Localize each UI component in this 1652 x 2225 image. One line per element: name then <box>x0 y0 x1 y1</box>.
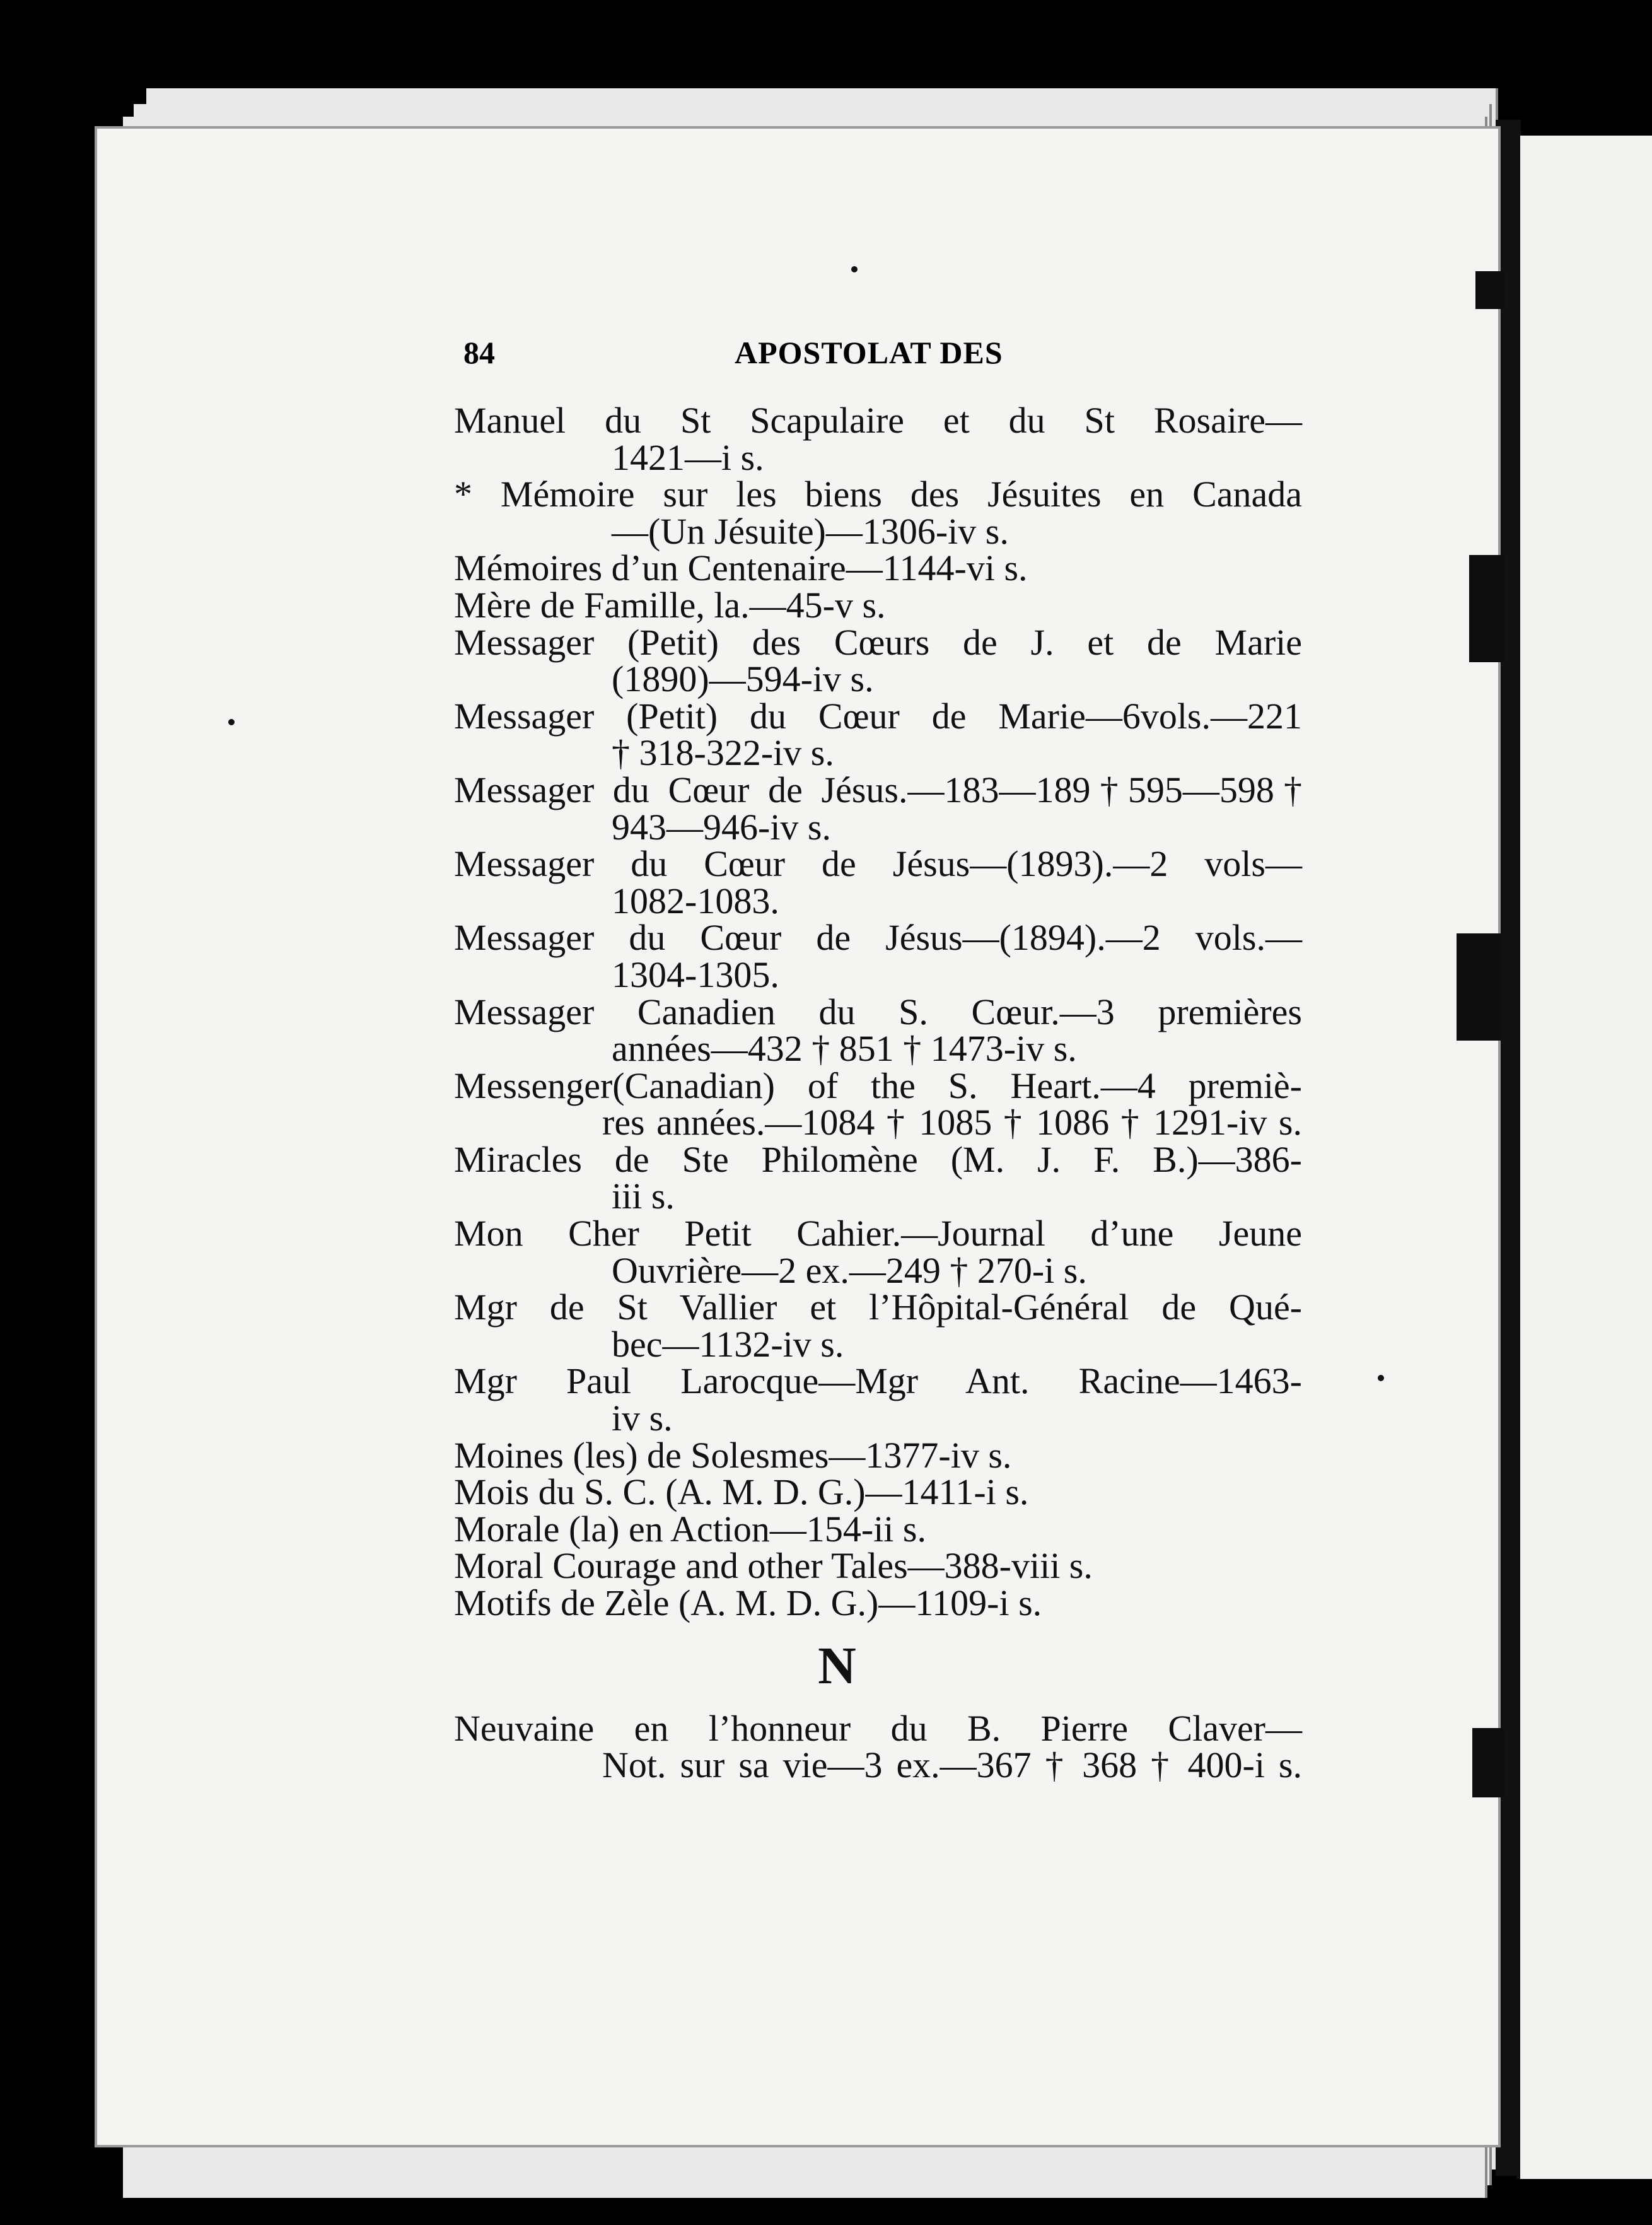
section-letter: N <box>818 1636 856 1695</box>
entry-title: Miracles de Ste Philomène (M. J. F. B.)—386- <box>454 1138 1302 1180</box>
page-header <box>463 334 1308 385</box>
entry-title: Mère de Famille, la.—45-v s. <box>454 584 886 626</box>
entry-title: Moines (les) de Solesmes—1377-iv s. <box>454 1434 1012 1476</box>
entry-continuation: † 318-322-iv s. <box>612 732 834 774</box>
entry-title: Messenger(Canadian) of the S. Heart.—4 premiè- <box>454 1065 1302 1106</box>
facing-page <box>1516 136 1652 2179</box>
entry-continuation: bec—1132-iv s. <box>612 1323 844 1365</box>
index-entry <box>454 917 1302 995</box>
binding-tear <box>1475 271 1504 309</box>
index-entry <box>454 843 1302 921</box>
entry-title: Mgr de St Vallier et l’Hôpital-Général de Qué- <box>454 1287 1302 1328</box>
index-entry <box>454 1707 1302 1786</box>
index-entry <box>454 1360 1302 1439</box>
entry-title: Mois du S. C. (A. M. D. G.)—1411-i s. <box>454 1471 1029 1513</box>
index-entry <box>454 1138 1302 1217</box>
entry-title: Mon Cher Petit Cahier.—Journal d’une Jeune <box>454 1213 1302 1254</box>
binding-tear <box>1472 1728 1504 1797</box>
entry-title: Messager (Petit) du Cœur de Marie—6vols.—221 <box>454 695 1302 737</box>
index-entry <box>454 1582 1302 1623</box>
entry-continuation: —(Un Jésuite)—1306-iv s. <box>612 510 1009 552</box>
entry-continuation: années—432 † 851 † 1473-iv s. <box>612 1028 1077 1070</box>
entry-continuation: 943—946-iv s. <box>612 806 831 848</box>
index-entry <box>454 1434 1302 1476</box>
binding-tear <box>1469 555 1504 662</box>
ink-dot <box>851 266 858 272</box>
entry-title: Morale (la) en Action—154-ii s. <box>454 1508 926 1550</box>
index-entry <box>454 1215 1302 1289</box>
entry-continuation: res années.—1084 † 1085 † 1086 † 1291-iv s. <box>602 1102 1302 1143</box>
index-entry <box>454 1471 1302 1513</box>
entry-title: Messager Canadien du S. Cœur.—3 premières <box>454 991 1302 1032</box>
entry-continuation: iii s. <box>612 1176 675 1217</box>
entry-title: Messager (Petit) des Cœurs de J. et de Marie <box>454 621 1302 663</box>
index-entry <box>454 584 1302 626</box>
entry-title: Manuel du St Scapulaire et du St Rosaire— <box>454 400 1302 441</box>
entry-continuation: 1304-1305. <box>612 954 779 995</box>
ink-dot <box>1378 1375 1384 1381</box>
ink-dot <box>228 719 235 725</box>
index-entry <box>454 1545 1302 1587</box>
index-entry <box>454 476 1302 550</box>
entry-title: Motifs de Zèle (A. M. D. G.)—1109-i s. <box>454 1582 1042 1623</box>
index-entry <box>454 547 1302 589</box>
index-entry <box>454 1065 1302 1143</box>
entry-continuation: 1421—i s. <box>612 436 764 478</box>
entry-continuation: 1082-1083. <box>612 880 779 921</box>
page-number: 84 <box>463 335 495 370</box>
index-entry <box>454 695 1302 774</box>
entry-continuation: iv s. <box>612 1398 673 1439</box>
index-entries <box>454 402 1302 1784</box>
entry-title: Messager du Cœur de Jésus—(1894).—2 vols.— <box>454 917 1302 959</box>
entry-continuation: Not. sur sa vie—3 ex.—367 † 368 † 400-i s. <box>602 1744 1302 1786</box>
entry-title: * Mémoire sur les biens des Jésuites en Canada <box>454 474 1302 515</box>
entry-title: Moral Courage and other Tales—388-viii s. <box>454 1545 1093 1587</box>
entry-continuation: Ouvrière—2 ex.—249 † 270-i s. <box>612 1249 1087 1291</box>
index-entry <box>454 769 1302 848</box>
index-entry <box>454 991 1302 1070</box>
index-entry <box>454 1508 1302 1550</box>
entry-title: Mémoires d’un Centenaire—1144-vi s. <box>454 547 1028 589</box>
index-entry <box>454 621 1302 700</box>
running-title: APOSTOLAT DES <box>735 335 1003 370</box>
entry-continuation: (1890)—594-iv s. <box>612 658 874 700</box>
entry-title: Messager du Cœur de Jésus—(1893).—2 vols— <box>454 843 1302 885</box>
entry-title: Mgr Paul Larocque—Mgr Ant. Racine—1463- <box>454 1360 1302 1402</box>
index-entry <box>454 402 1302 476</box>
entry-title: Neuvaine en l’honneur du B. Pierre Claver— <box>454 1707 1302 1749</box>
index-entry <box>454 1289 1302 1363</box>
entry-title: Messager du Cœur de Jésus.—183—189†595—598† <box>454 769 1302 810</box>
binding-tear <box>1457 933 1501 1041</box>
